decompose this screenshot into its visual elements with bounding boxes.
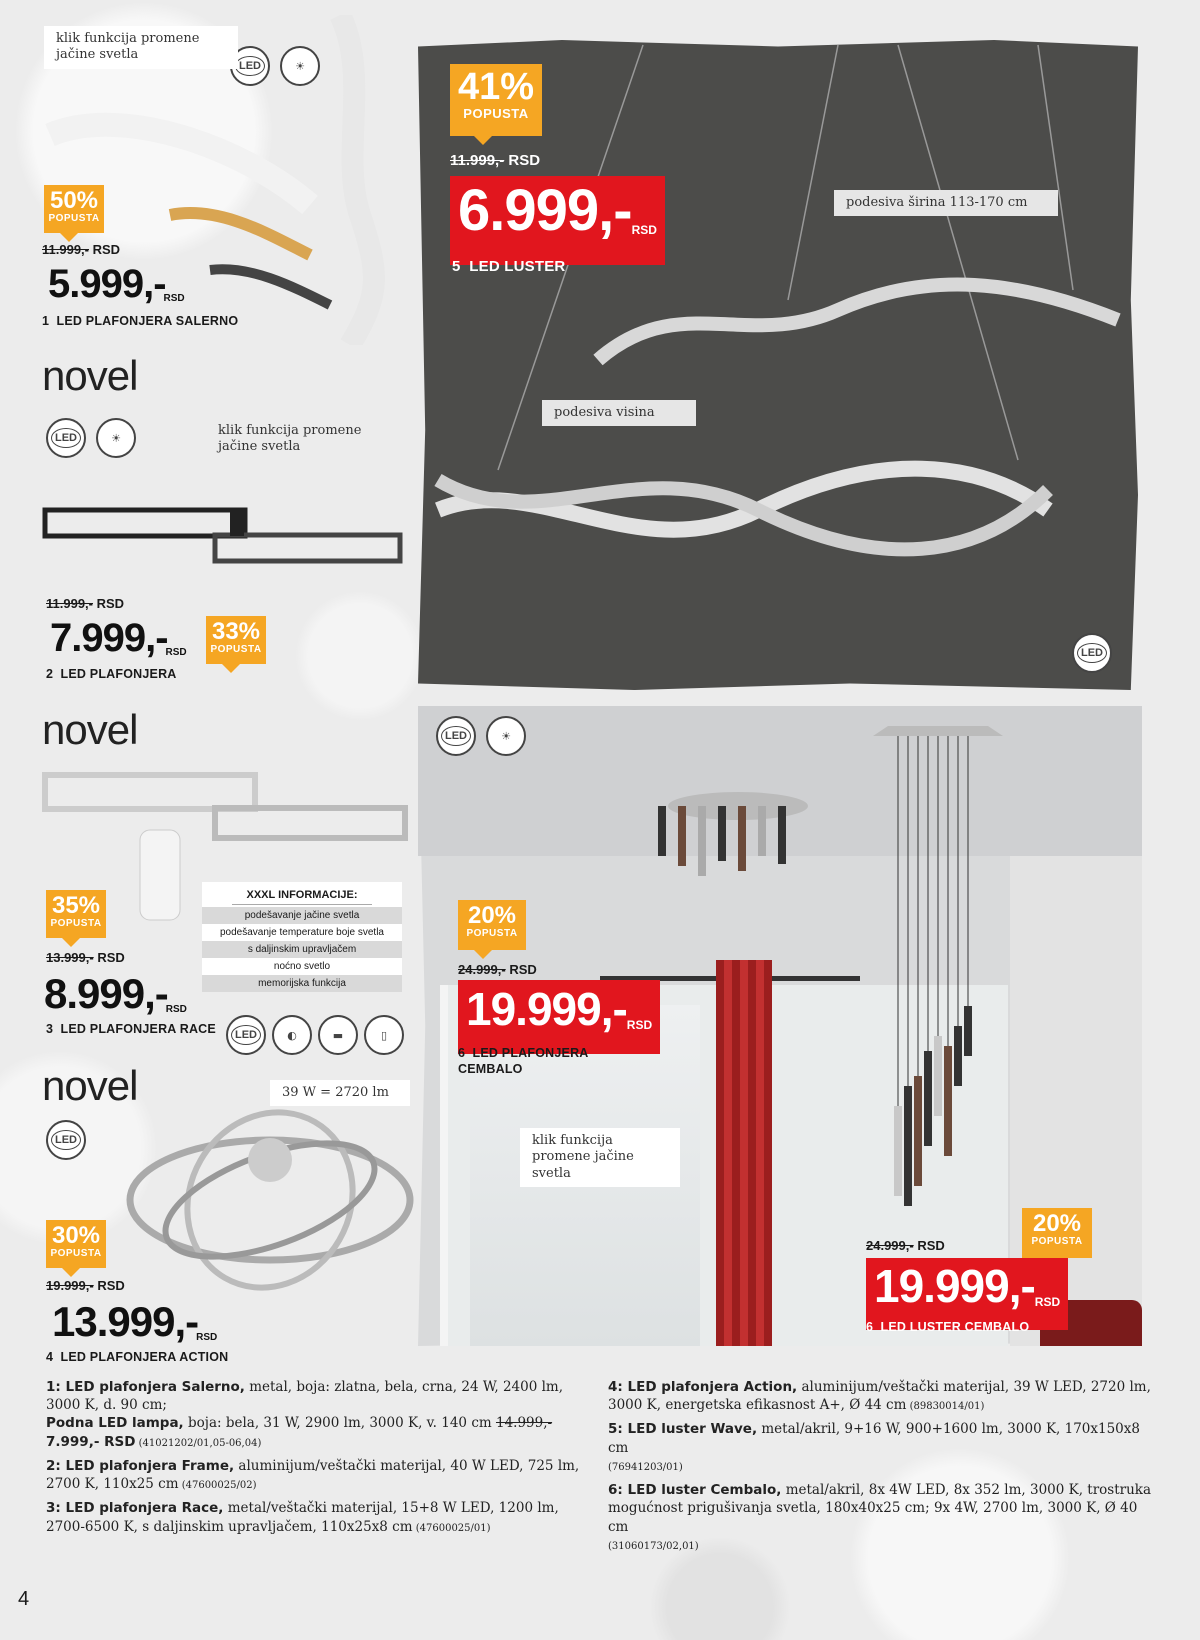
feature-note: klik funkcija promene jačine svetla	[218, 423, 362, 455]
descriptions-left	[46, 1378, 586, 1542]
info-row: memorijska funkcija	[202, 975, 402, 992]
page-number: 4	[18, 1588, 30, 1610]
remote-control-icon: ▯	[364, 1015, 404, 1055]
height-note: podesiva visina	[542, 400, 696, 426]
product-name: 6 LED PLAFONJERA CEMBALO	[458, 1046, 589, 1077]
info-box-title: XXXL INFORMACIJE:	[232, 886, 372, 905]
click-dimmer-icon: ☀	[280, 46, 320, 86]
product-price: 8.999,-RSD	[44, 970, 187, 1017]
led-icon: LED	[1072, 633, 1112, 673]
product-price: 7.999,-RSD	[50, 616, 187, 660]
product-name: 2 LED PLAFONJERA	[46, 667, 177, 681]
old-price: 11.999,- RSD	[46, 596, 125, 611]
led-icon: LED	[46, 1120, 86, 1160]
dimmer-icon: ◐	[272, 1015, 312, 1055]
desc-2: 2: LED plafonjera Frame, aluminijum/veštački materijal, 40 W LED, 725 lm, 2700 K, 110x25 cm (47600025/02)	[46, 1457, 580, 1493]
info-row: s daljinskim upravljačem	[202, 941, 402, 958]
discount-badge: 30% POPUSTA	[46, 1220, 106, 1268]
brand-logo: novel	[42, 706, 138, 753]
old-price: 11.999,- RSD	[450, 152, 541, 169]
product-price: 6.999,-RSD	[450, 176, 665, 265]
lumen-note: 39 W = 2720 lm	[270, 1080, 410, 1106]
brand-logo: novel	[42, 1062, 138, 1109]
frame-lamp-illustration	[40, 500, 410, 580]
product-name: 1 LED PLAFONJERA SALERNO	[42, 314, 239, 328]
click-dimmer-icon: ☀	[96, 418, 136, 458]
product-price: 5.999,-RSD	[48, 262, 185, 306]
product-price: 19.999,-RSD	[866, 1258, 1068, 1330]
product-name: 5 LED LUSTER	[452, 258, 566, 275]
info-row: podešavanje temperature boje svetla	[220, 927, 384, 938]
old-price: 24.999,- RSD	[866, 1238, 945, 1253]
xxxl-info-box	[202, 882, 402, 992]
led-icon: LED	[46, 418, 86, 458]
product-name: 6 LED LUSTER CEMBALO	[866, 1320, 1030, 1334]
desc-6: 6: LED luster Cembalo, metal/akril, 8x 4W LED, 8x 352 lm, 3000 K, trostruka mogućnost prigušivanja svetla, 180x40x25 cm; 9x 4W, 2700 lm, 3000 K, Ø 40 cm (31060173/02,01)	[608, 1482, 1152, 1552]
desc-5: 5: LED luster Wave, metal/akril, 9+16 W, 900+1600 lm, 3000 K, 170x150x8 cm (76941203/01)	[608, 1421, 1140, 1473]
old-price: 13.999,- RSD	[46, 950, 125, 965]
luster-wave-photo	[418, 40, 1138, 690]
discount-badge: 50% POPUSTA	[44, 185, 104, 233]
desc-3: 3: LED plafonjera Race, metal/veštački materijal, 15+8 W LED, 1200 lm, 2700-6500 K, s daljinskim upravljačem, 110x25x8 cm (47600025/01)	[46, 1500, 559, 1535]
old-price: 11.999,- RSD	[42, 242, 121, 257]
info-row: noćno svetlo	[273, 961, 331, 972]
width-note: podesiva širina 113-170 cm	[834, 190, 1058, 216]
led-icon: LED	[226, 1015, 266, 1055]
brand-logo: novel	[42, 352, 138, 399]
product-name: 3 LED PLAFONJERA RACE	[46, 1022, 216, 1036]
led-icon: LED	[436, 716, 476, 756]
action-lamp-illustration	[120, 1100, 420, 1300]
discount-badge: 20% POPUSTA	[458, 900, 526, 950]
discount-badge: 41% POPUSTA	[450, 64, 542, 136]
old-price: 19.999,- RSD	[46, 1278, 125, 1293]
info-row: podešavanje jačine svetla	[202, 907, 402, 924]
feature-note: klik funkcija promene jačine svetla	[520, 1128, 680, 1187]
info-box-rows	[202, 907, 402, 992]
led-icon: LED	[230, 46, 270, 86]
desc-4: 4: LED plafonjera Action, aluminijum/veštački materijal, 39 W LED, 2720 lm, 3000 K, energetska efikasnost A+, Ø 44 cm (89830014/01)	[608, 1379, 1151, 1414]
product-price: 19.999,-RSD	[458, 980, 660, 1054]
descriptions-right	[608, 1378, 1156, 1560]
color-temperature-icon: ▬	[318, 1015, 358, 1055]
discount-badge: 20% POPUSTA	[1022, 1208, 1092, 1258]
luster-wave-illustration	[418, 40, 1138, 690]
discount-badge: 35% POPUSTA	[46, 890, 106, 938]
old-price: 24.999,- RSD	[458, 962, 537, 977]
product-price: 13.999,-RSD	[52, 1298, 218, 1345]
product-name: 4 LED PLAFONJERA ACTION	[46, 1350, 229, 1364]
feature-note: klik funkcija promene jačine svetla	[44, 26, 238, 69]
desc-1: 1: LED plafonjera Salerno, metal, boja: zlatna, bela, crna, 24 W, 2400 lm, 3000 K, d. 90 cm; Podna LED lampa, boja: bela, 31 W, 2900 lm, 3000 K, v. 140 cm 14.999,- 7.999,- RSD (41021202/01,05-06,04)	[46, 1379, 563, 1450]
click-dimmer-icon: ☀	[486, 716, 526, 756]
remote-icon	[140, 830, 180, 920]
discount-badge: 33% POPUSTA	[206, 616, 266, 664]
